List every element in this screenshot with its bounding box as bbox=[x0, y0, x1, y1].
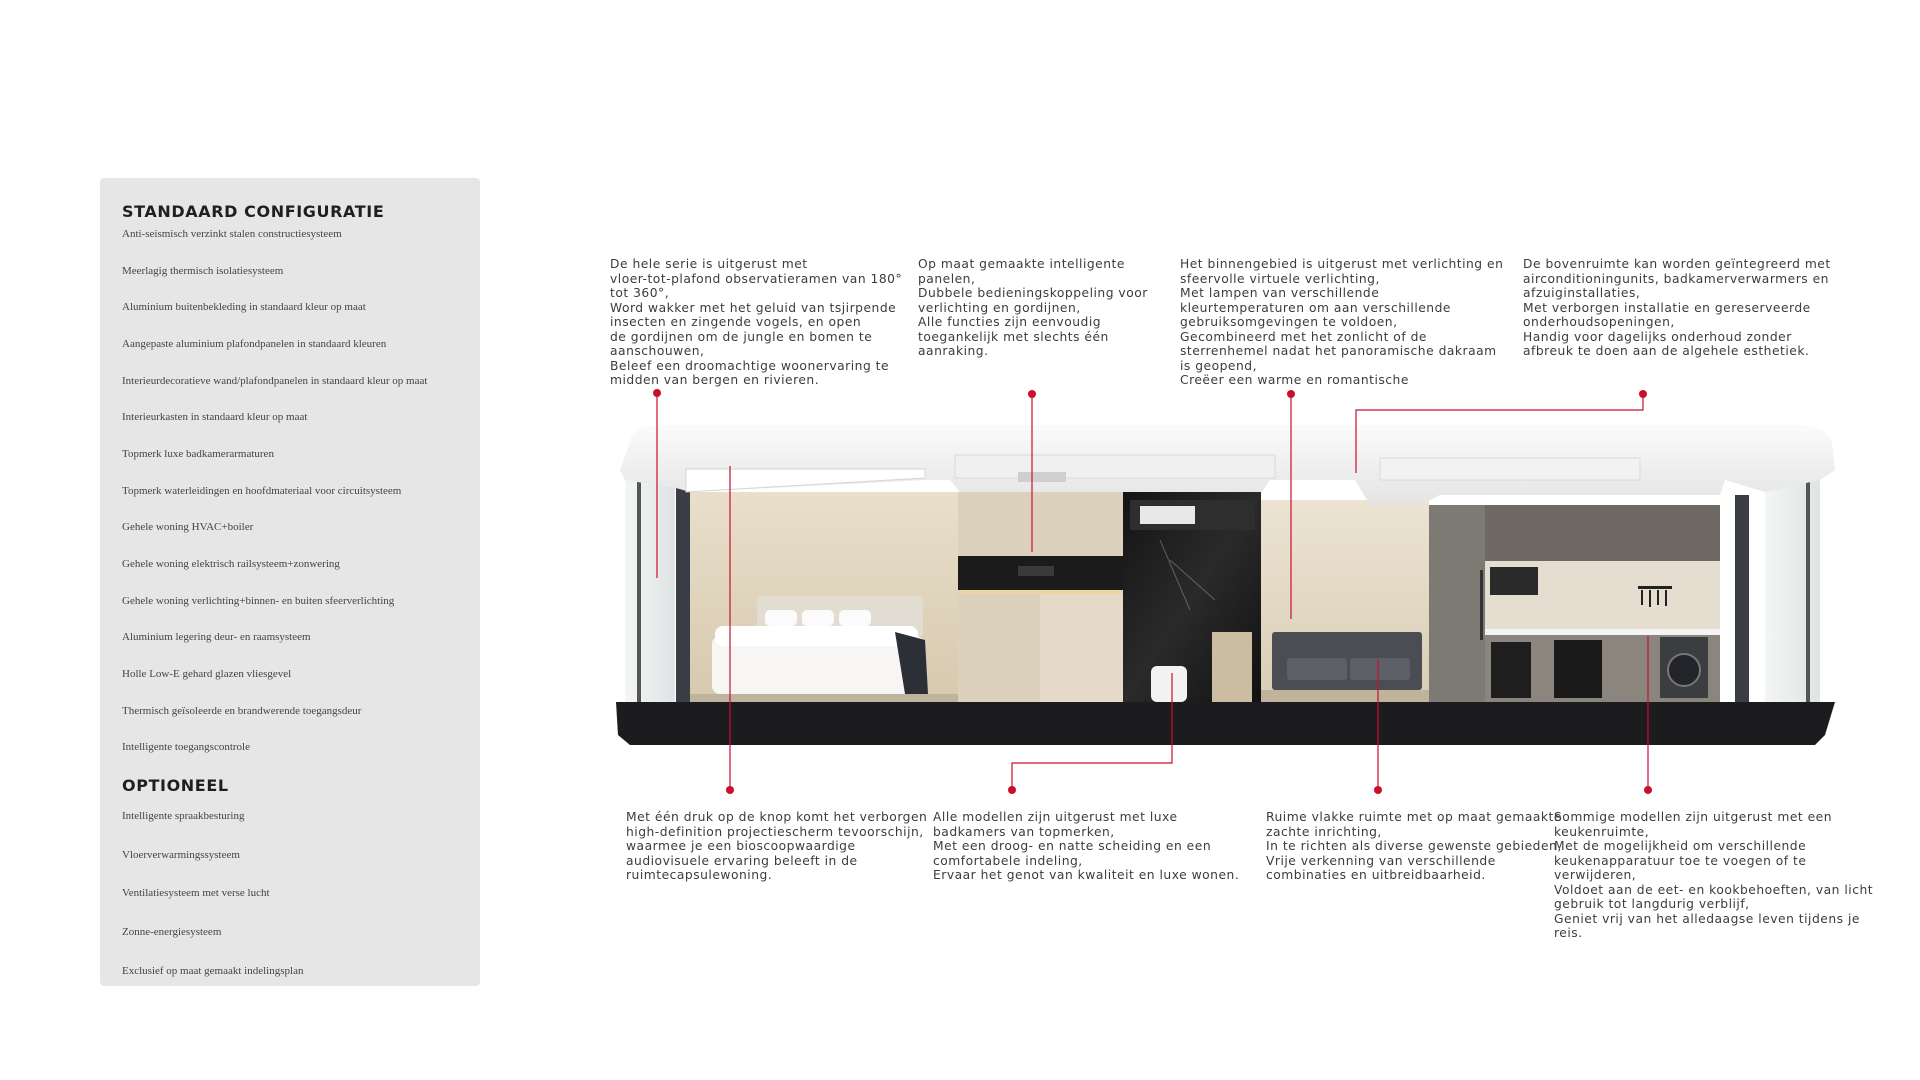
list-item: Intelligente toegangscontrole bbox=[122, 741, 250, 753]
smart-panel-display bbox=[1018, 566, 1054, 576]
sofa-cushion bbox=[1287, 658, 1347, 680]
list-item: Holle Low-E gehard glazen vliesgevel bbox=[122, 668, 292, 680]
annotation-upper-space: De bovenruimte kan worden geïntegreerd met airconditioningunits, badkamerverwarmers en afzuiginstallaties, Met verborgen installatie en gereserveerde onderhoudsopeningen, Handig voor dagelijks onderhoud zonder afbreuk te doen aan de algehele esthetiek. bbox=[1523, 257, 1831, 358]
list-item: Zonne-energiesysteem bbox=[122, 926, 222, 938]
list-item: Interieurkasten in standaard kleur op maat bbox=[122, 411, 308, 423]
list-item: Meerlagig thermisch isolatiesysteem bbox=[122, 265, 284, 277]
vanity bbox=[1212, 632, 1252, 702]
sofa-cushion bbox=[1350, 658, 1410, 680]
list-item: Exclusief op maat gemaakt indelingsplan bbox=[122, 965, 304, 977]
optional-heading: OPTIONEEL bbox=[122, 776, 229, 795]
wardrobe-door bbox=[1040, 594, 1123, 702]
annotation-lighting: Het binnengebied is uitgerust met verlichting en sfeervolle virtuele verlichting, Met lampen van verschillende kleurtemperaturen om aan verschillende gebruiksomgevingen te voldoen, Gecombineerd met het zonlicht of de sterrenhemel nadat het panoramische dakraam is geopend, Creëer een warme en romantische bbox=[1180, 257, 1504, 387]
washer-door bbox=[1668, 654, 1700, 686]
annotation-living: Ruime vlakke ruimte met op maat gemaakte zachte inrichting, In te richten als diverse gewenste gebieden, Vrije verkenning van verschillende combinaties en uitbreidbaarheid. bbox=[1266, 810, 1562, 882]
list-item: Anti-seismisch verzinkt stalen constructiesysteem bbox=[122, 228, 342, 240]
bathroom-mirror-cabinet bbox=[1140, 506, 1195, 524]
list-item: Topmerk luxe badkamerarmaturen bbox=[122, 448, 274, 460]
oven bbox=[1491, 642, 1531, 698]
capsule-floor-base bbox=[616, 702, 1835, 745]
ceiling-panel bbox=[686, 469, 925, 492]
utensil-rail bbox=[1638, 586, 1672, 589]
annotation-windows: De hele serie is uitgerust met vloer-tot-plafond observatieramen van 180° tot 360°, Word wakker met het geluid van tsjirpende insecten en zingende vogels, en open de gordijnen om de jungle en bomen te aanschouwen, Beleef een droomachtige woonervaring te midden van bergen en rivieren. bbox=[610, 257, 903, 387]
list-item: Intelligente spraakbesturing bbox=[122, 810, 245, 822]
leader-dot bbox=[1374, 786, 1382, 794]
bed-duvet bbox=[715, 626, 918, 646]
list-item: Aluminium buitenbekleding in standaard kleur op maat bbox=[122, 301, 366, 313]
ceiling-panel bbox=[1380, 458, 1640, 480]
kitchen-tall-cabinet bbox=[1429, 505, 1485, 702]
cabinet-handle bbox=[1480, 570, 1483, 640]
leader-dot bbox=[1639, 390, 1647, 398]
list-item: Thermisch geïsoleerde en brandwerende toegangsdeur bbox=[122, 705, 362, 717]
annotation-kitchen: Sommige modellen zijn uitgerust met een keukenruimte, Met de mogelijkheid om verschillende keukenapparatuur toe te voegen of te verwijderen, Voldoet aan de eet- en kookbehoeften, van licht gebruik tot langdurig verblijf, Geniet vrij van het alledaagse leven tijdens je reis. bbox=[1554, 810, 1874, 940]
annotation-projector: Met één druk op de knop komt het verborgen high-definition projectiescherm tevoorschijn, waarmee je een bioscoopwaardige audiovisuele ervaring beleeft in de ruimtecapsulewoning. bbox=[626, 810, 928, 882]
list-item: Ventilatiesysteem met verse lucht bbox=[122, 887, 270, 899]
led-strip bbox=[958, 590, 1123, 594]
kitchen-upper-cabinets bbox=[1485, 505, 1720, 561]
list-item: Gehele woning HVAC+boiler bbox=[122, 521, 254, 533]
ac-vent bbox=[1018, 472, 1066, 482]
range-hood bbox=[1490, 567, 1538, 595]
left-curtain bbox=[676, 488, 690, 702]
left-glass-wall bbox=[625, 480, 675, 702]
annotation-bathroom: Alle modellen zijn uitgerust met luxe badkamers van topmerken, Met een droog- en natte scheiding en een comfortabele indeling, Ervaar het genot van kwaliteit en luxe wonen. bbox=[933, 810, 1240, 882]
annotation-panels: Op maat gemaakte intelligente panelen, Dubbele bedieningskoppeling voor verlichting en gordijnen, Alle functies zijn eenvoudig toegankelijk met slechts één aanraking. bbox=[918, 257, 1148, 358]
ceiling-panel bbox=[955, 455, 1275, 478]
list-item: Aluminium legering deur- en raamsysteem bbox=[122, 631, 311, 643]
right-window-mullion bbox=[1806, 480, 1810, 702]
leader-dot bbox=[1028, 390, 1036, 398]
toilet bbox=[1151, 666, 1187, 702]
list-item: Topmerk waterleidingen en hoofdmateriaal voor circuitsysteem bbox=[122, 485, 402, 497]
pillow bbox=[839, 610, 871, 626]
leader-dot bbox=[726, 786, 734, 794]
list-item: Gehele woning verlichting+binnen- en buiten sfeerverlichting bbox=[122, 595, 395, 607]
leader-dot bbox=[1644, 786, 1652, 794]
list-item: Gehele woning elektrisch railsysteem+zonwering bbox=[122, 558, 340, 570]
pillow bbox=[802, 610, 834, 626]
countertop bbox=[1485, 629, 1720, 635]
list-item: Aangepaste aluminium plafondpanelen in standaard kleuren bbox=[122, 338, 387, 350]
living-floor bbox=[1261, 690, 1429, 702]
right-curtain bbox=[1735, 495, 1749, 702]
list-item: Interieurdecoratieve wand/plafondpanelen in standaard kleur op maat bbox=[122, 375, 428, 387]
left-window-mullion bbox=[637, 480, 641, 702]
leader-dot bbox=[653, 389, 661, 397]
dishwasher bbox=[1554, 640, 1602, 698]
leader-dot bbox=[1008, 786, 1016, 794]
standard-config-heading: STANDAARD CONFIGURATIE bbox=[122, 202, 385, 221]
leader-dot bbox=[1287, 390, 1295, 398]
pillow bbox=[765, 610, 797, 626]
right-glass-wall bbox=[1765, 480, 1820, 702]
list-item: Vloerverwarmingssysteem bbox=[122, 849, 240, 861]
